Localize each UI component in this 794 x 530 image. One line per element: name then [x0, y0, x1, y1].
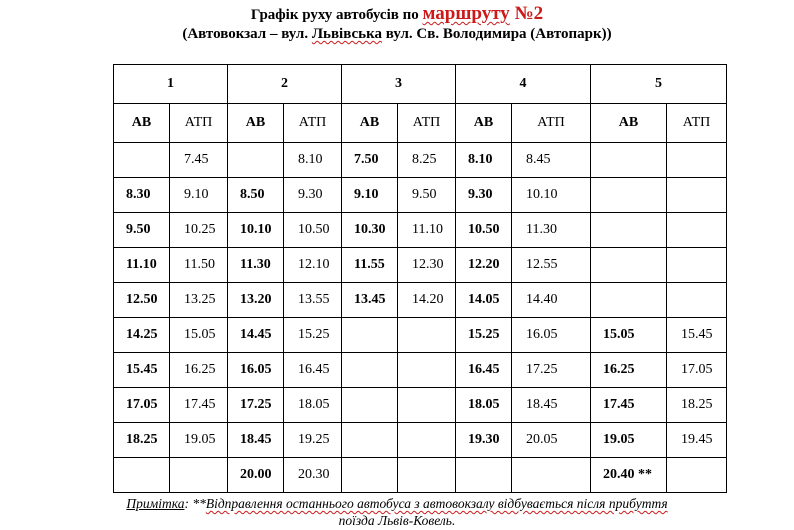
time-cell: 9.50: [398, 178, 456, 213]
footnote-text: Відправлення останнього автобуса з автовокзалу відбувається після прибуття: [205, 496, 668, 511]
group-header-cell: 2: [228, 65, 342, 104]
time-cell: 9.10: [342, 178, 398, 213]
time-cell: 18.25: [114, 423, 170, 458]
time-cell: [114, 458, 170, 493]
time-cell: [667, 458, 727, 493]
time-cell: 13.55: [284, 283, 342, 318]
table-row: [114, 178, 727, 213]
time-cell: 12.30: [398, 248, 456, 283]
time-cell: 17.05: [667, 353, 727, 388]
table-row: [114, 213, 727, 248]
time-cell: [114, 143, 170, 178]
time-cell: 11.50: [170, 248, 228, 283]
time-cell: 14.20: [398, 283, 456, 318]
time-cell: 9.50: [114, 213, 170, 248]
time-cell: [591, 143, 667, 178]
time-cell: 10.50: [456, 213, 512, 248]
time-cell: 16.25: [170, 353, 228, 388]
time-cell: 17.45: [591, 388, 667, 423]
time-cell: 8.30: [114, 178, 170, 213]
footnote-label: Примітка: [126, 496, 185, 511]
time-cell: [398, 458, 456, 493]
time-cell: 15.25: [284, 318, 342, 353]
table-row: [114, 388, 727, 423]
table-row: [114, 248, 727, 283]
time-cell: 9.10: [170, 178, 228, 213]
time-cell: 12.20: [456, 248, 512, 283]
title-route-word: маршруту: [422, 3, 510, 24]
time-cell: 13.25: [170, 283, 228, 318]
time-cell: 19.45: [667, 423, 727, 458]
time-cell: 17.25: [228, 388, 284, 423]
time-cell: [342, 353, 398, 388]
time-cell: 15.25: [456, 318, 512, 353]
time-cell: 13.45: [342, 283, 398, 318]
subheader-cell: АВ: [591, 104, 667, 143]
subheader-cell: АТП: [170, 104, 228, 143]
time-cell: [228, 143, 284, 178]
footnote-line-1: [0, 495, 794, 512]
time-cell: 19.30: [456, 423, 512, 458]
time-cell: [667, 283, 727, 318]
time-cell: 15.45: [114, 353, 170, 388]
time-cell: 14.40: [512, 283, 591, 318]
time-cell: 13.20: [228, 283, 284, 318]
time-cell: 10.10: [228, 213, 284, 248]
time-cell: 20.30: [284, 458, 342, 493]
time-cell: 12.55: [512, 248, 591, 283]
time-cell: 10.10: [512, 178, 591, 213]
time-cell: 7.45: [170, 143, 228, 178]
time-cell: [667, 143, 727, 178]
time-cell: [398, 318, 456, 353]
footnote-line-2: поїзда Львів-Ковель.: [338, 513, 456, 528]
time-cell: [667, 213, 727, 248]
time-cell: 8.25: [398, 143, 456, 178]
time-cell: 14.25: [114, 318, 170, 353]
time-cell: 17.05: [114, 388, 170, 423]
time-cell: [398, 388, 456, 423]
page-subtitle: [0, 25, 794, 43]
time-cell: [591, 213, 667, 248]
time-cell: 12.10: [284, 248, 342, 283]
time-cell: 20.40 **: [591, 458, 667, 493]
time-cell: 17.45: [170, 388, 228, 423]
time-cell: 20.00: [228, 458, 284, 493]
table-row: [114, 283, 727, 318]
time-cell: 14.45: [228, 318, 284, 353]
table-row: [114, 458, 727, 493]
subtitle-part-c: вул. Св. Володимира (Автопарк)): [382, 26, 612, 42]
time-cell: 20.05: [512, 423, 591, 458]
time-cell: [667, 178, 727, 213]
footnote-sep: : **: [184, 496, 206, 511]
time-cell: 12.50: [114, 283, 170, 318]
subheader-cell: АТП: [284, 104, 342, 143]
title-route-number: №2: [509, 3, 544, 24]
time-cell: 15.45: [667, 318, 727, 353]
time-cell: [342, 388, 398, 423]
time-cell: 11.30: [512, 213, 591, 248]
time-cell: [342, 318, 398, 353]
time-cell: 19.25: [284, 423, 342, 458]
subheader-cell: АТП: [667, 104, 727, 143]
time-cell: [456, 458, 512, 493]
time-cell: 8.10: [284, 143, 342, 178]
time-cell: 16.45: [284, 353, 342, 388]
time-cell: 18.45: [512, 388, 591, 423]
time-cell: [591, 283, 667, 318]
group-header-cell: 3: [342, 65, 456, 104]
subheader-cell: АВ: [456, 104, 512, 143]
time-cell: [170, 458, 228, 493]
time-cell: 16.05: [512, 318, 591, 353]
time-cell: 18.25: [667, 388, 727, 423]
subheader-cell: АТП: [512, 104, 591, 143]
group-header-row: [114, 65, 727, 104]
group-header-cell: 5: [591, 65, 727, 104]
time-cell: 16.05: [228, 353, 284, 388]
time-cell: 16.45: [456, 353, 512, 388]
subtitle-part-a: (Автовокзал – вул.: [182, 26, 312, 42]
time-cell: 15.05: [170, 318, 228, 353]
time-cell: [342, 458, 398, 493]
subheader-cell: АВ: [342, 104, 398, 143]
table-row: [114, 423, 727, 458]
time-cell: 18.05: [456, 388, 512, 423]
time-cell: 16.25: [591, 353, 667, 388]
time-cell: 9.30: [284, 178, 342, 213]
time-cell: [667, 248, 727, 283]
time-cell: 18.45: [228, 423, 284, 458]
time-cell: 18.05: [284, 388, 342, 423]
time-cell: 10.25: [170, 213, 228, 248]
time-cell: [512, 458, 591, 493]
time-cell: 7.50: [342, 143, 398, 178]
time-cell: [342, 423, 398, 458]
table-row: [114, 143, 727, 178]
time-cell: 19.05: [591, 423, 667, 458]
time-cell: 10.30: [342, 213, 398, 248]
table-row: [114, 353, 727, 388]
time-cell: 9.30: [456, 178, 512, 213]
time-cell: 10.50: [284, 213, 342, 248]
time-cell: [398, 353, 456, 388]
time-cell: 11.30: [228, 248, 284, 283]
time-cell: 15.05: [591, 318, 667, 353]
subheader-cell: АВ: [114, 104, 170, 143]
time-cell: 11.10: [398, 213, 456, 248]
time-cell: 17.25: [512, 353, 591, 388]
time-cell: [398, 423, 456, 458]
time-cell: 11.55: [342, 248, 398, 283]
schedule-table: [113, 64, 727, 493]
title-prefix: Графік руху автобусів по: [250, 7, 423, 23]
footnote: [0, 495, 794, 529]
time-cell: 11.10: [114, 248, 170, 283]
time-cell: 8.10: [456, 143, 512, 178]
time-cell: 8.50: [228, 178, 284, 213]
subheader-cell: АВ: [228, 104, 284, 143]
page-title: [0, 4, 794, 25]
time-cell: 14.05: [456, 283, 512, 318]
time-cell: [591, 248, 667, 283]
subheader-row: [114, 104, 727, 143]
subtitle-part-b: Львівська: [311, 26, 383, 42]
time-cell: [591, 178, 667, 213]
group-header-cell: 1: [114, 65, 228, 104]
subheader-cell: АТП: [398, 104, 456, 143]
time-cell: 8.45: [512, 143, 591, 178]
table-row: [114, 318, 727, 353]
group-header-cell: 4: [456, 65, 591, 104]
time-cell: 19.05: [170, 423, 228, 458]
